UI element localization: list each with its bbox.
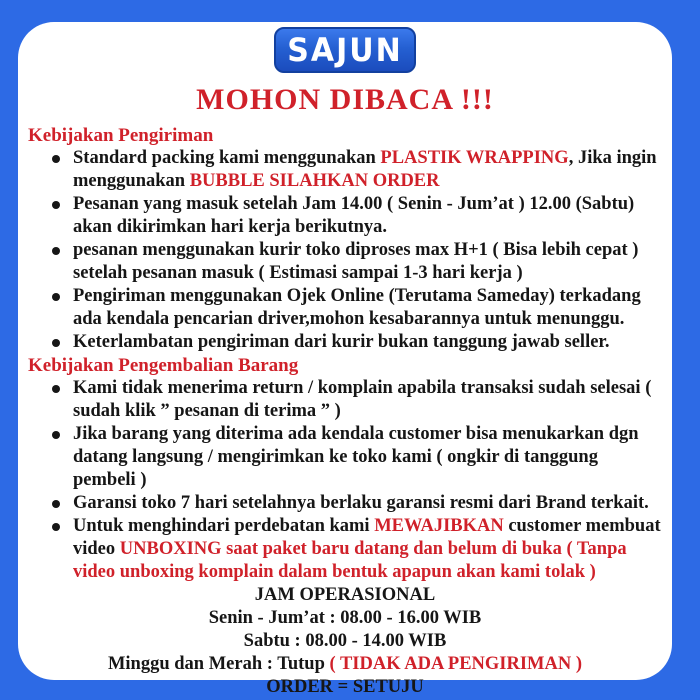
hours-line — [28, 584, 662, 607]
policy-list — [28, 147, 662, 354]
highlighted-text: PLASTIK WRAPPING — [380, 148, 569, 168]
policy-item — [46, 193, 662, 239]
hours-line — [28, 607, 662, 630]
body-text: Senin - Jum’at : 08.00 - 16.00 WIB — [208, 608, 482, 628]
body-text: Sabtu : 08.00 - 14.00 WIB — [243, 631, 447, 651]
policy-item — [46, 331, 662, 354]
body-text: Kami tidak menerima return / komplain apabila transaksi sudah selesai ( sudah klik ” pesanan di terima ” ) — [73, 378, 652, 421]
highlighted-text: MEWAJIBKAN — [374, 516, 504, 536]
policy-item — [46, 492, 662, 515]
body-text: Pesanan yang masuk setelah Jam 14.00 ( Senin - Jum’at ) 12.00 (Sabtu) akan dikirimkan hari kerja berikutnya. — [73, 194, 635, 237]
body-text: customer membuat video — [73, 516, 661, 559]
store-logo — [274, 27, 416, 73]
policy-item — [46, 285, 662, 331]
store-logo-text: SAJUN — [287, 31, 403, 69]
hours-line — [28, 676, 662, 699]
body-text: JAM OPERASIONAL — [254, 585, 436, 605]
policy-item — [46, 377, 662, 423]
body-text: ORDER = SETUJU — [266, 677, 424, 697]
body-text: Keterlambatan pengiriman dari kurir bukan tanggung jawab seller. — [73, 332, 610, 352]
operational-hours — [28, 584, 662, 699]
highlighted-text: ( TIDAK ADA PENGIRIMAN ) — [329, 654, 583, 674]
body-text: , Jika ingin menggunakan — [73, 148, 657, 191]
body-text: Minggu dan Merah : Tutup — [107, 654, 330, 674]
section-heading: Kebijakan Pengiriman — [28, 125, 214, 146]
policy-item — [46, 423, 662, 492]
body-text: Garansi toko 7 hari setelahnya berlaku garansi resmi dari Brand terkait. — [73, 493, 649, 513]
policy-item — [46, 515, 662, 584]
body-text: Standard packing kami menggunakan — [73, 148, 381, 168]
policy-item — [46, 147, 662, 193]
body-text: pesanan menggunakan kurir toko diproses max H+1 ( Bisa lebih cepat ) setelah pesanan masuk ( Estimasi sampai 1-3 hari kerja ) — [73, 240, 639, 283]
policy-item — [46, 239, 662, 285]
highlighted-text: UNBOXING saat paket baru datang dan belum di buka ( Tanpa video unboxing komplain dalam bentuk apapun akan kami tolak ) — [73, 539, 627, 582]
hours-line — [28, 630, 662, 653]
policy-sections — [28, 124, 662, 584]
policy-card — [18, 22, 672, 697]
section-heading: Kebijakan Pengembalian Barang — [28, 355, 299, 376]
highlighted-text: BUBBLE SILAHKAN ORDER — [189, 171, 440, 191]
hours-line — [28, 653, 662, 676]
body-text: Pengiriman menggunakan Ojek Online (Terutama Sameday) terkadang ada kendala pencarian driver,mohon kesabarannya untuk menunggu. — [73, 286, 641, 329]
body-text: Untuk menghindari perdebatan kami — [73, 516, 375, 536]
policy-content — [28, 124, 662, 699]
page-title: MOHON DIBACA !!! — [196, 83, 494, 116]
policy-list — [28, 377, 662, 584]
body-text: Jika barang yang diterima ada kendala customer bisa menukarkan dgn datang langsung / mengirimkan ke toko kami ( ongkir di tanggung pembeli ) — [73, 424, 639, 490]
